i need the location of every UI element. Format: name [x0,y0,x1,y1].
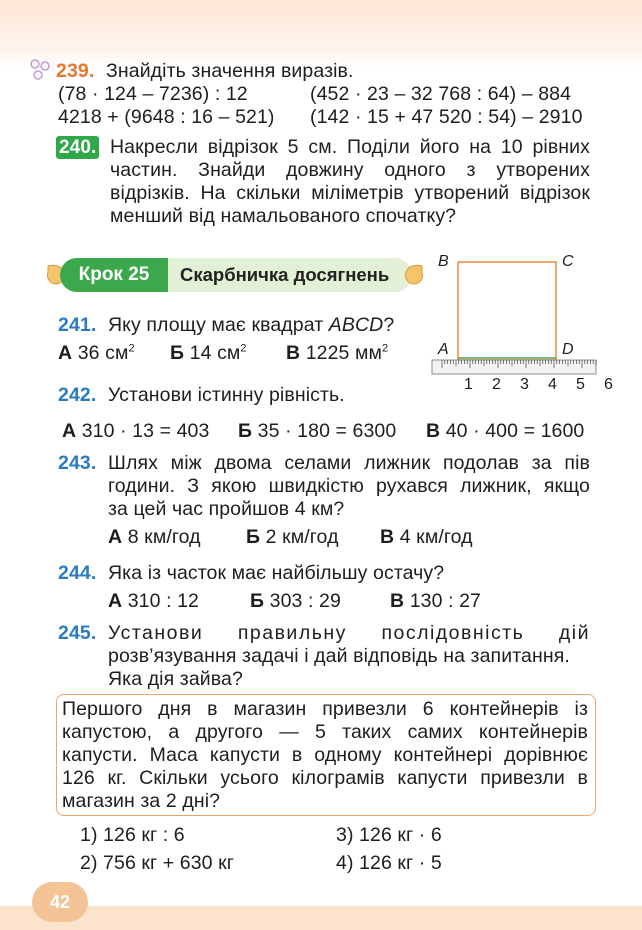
action-2: 2) 756 кг + 630 кг [80,852,234,874]
task-239-prompt: Знайдіть значення виразів. [106,60,354,82]
task-243-line-2: години. З якою швидкістю рухався лижник, якщо [108,475,590,497]
ruler-number: 5 [576,376,585,393]
task-242-question: Установи істинну рівність. [108,384,345,406]
step-label: Крок 25 [60,258,168,292]
task-244-option-a: А 310 : 12 [108,590,199,612]
square-diagram [430,250,600,400]
task-243-line-3: за цей час пройшов 4 км? [108,498,345,520]
task-243-option-a: А 8 км/год [108,526,201,548]
footer-decoration [0,906,642,930]
task-242-option-c: В 40 · 400 = 1600 [426,420,585,442]
group-work-icon [28,58,52,82]
task-239-number: 239. [56,60,95,82]
task-244-question: Яка із часток має найбільшу остачу? [108,562,445,584]
task-241-option-b: Б 14 $см^2$ [170,342,247,364]
task-240-line-2: частин. Знайди довжину одного з утворених [110,159,590,181]
action-4: 4) 126 кг · 5 [336,852,442,874]
task-240-line-1: Накресли відрізок 5 см. Поділи його на 10 рівних [110,136,590,158]
ruler-number: 3 [520,376,529,393]
task-243-option-b: Б 2 км/год [246,526,339,548]
task-243-option-c: В 4 км/год [380,526,473,548]
problem-line-2: капустою, а другого — 5 таких самих контейнерів [62,721,588,743]
ruler-number: 6 [604,376,613,393]
ruler [432,360,596,374]
task-239-expression-4: (142 · 15 + 47 520 : 54) – 2910 [310,106,583,128]
action-3: 3) 126 кг · 6 [336,824,442,846]
task-241-option-a: А 36 $см^2$ [58,342,135,364]
problem-line-3: капусти. Маса капусти в одному контейнері дорівнює [62,744,588,766]
vertex-c: C [562,253,574,270]
task-241-number: 241. [58,314,97,336]
task-244-option-b: Б 303 : 29 [250,590,341,612]
problem-line-5: магазин за 2 дні? [62,790,221,812]
ruler-number: 4 [548,376,557,393]
ruler-number: 2 [492,376,501,393]
hand-pointer-icon [402,262,426,288]
task-240-line-3: відрізків. На скільки міліметрів утворений відрізок [110,182,590,204]
task-242-number: 242. [58,384,97,406]
square-name: ABCD [328,314,384,336]
task-241-question-text: Яку площу має квадрат [108,314,329,336]
task-240-line-4: менший від намальованого спочатку? [110,205,457,227]
task-241-question [108,314,394,337]
problem-line-4: 126 кг. Скільки усього кілограмів капусти привезли в [62,767,588,789]
task-244-number: 244. [58,562,97,584]
task-245-line-1: Установи правильну послідовність дій [108,622,590,644]
task-241-option-c: В 1225 $мм^2$ [286,342,389,364]
task-239-expression-3: 4218 + (9648 : 16 – 521) [58,106,275,128]
ruler-number: 1 [464,376,473,393]
page-number: 42 [32,882,88,922]
question-mark: ? [383,314,395,336]
vertex-a: A [438,341,449,358]
task-239-expression-1: (78 · 124 – 7236) : 12 [58,83,248,105]
action-1: 1) 126 кг : 6 [80,824,185,846]
task-239-expression-2: (452 · 23 – 32 768 : 64) – 884 [310,83,572,105]
task-243-line-1: Шлях між двома селами лижник подолав за пів [108,452,590,474]
step-title: Скарбничка досягнень [180,264,390,285]
vertex-b: B [438,253,449,270]
task-240-number: 240. [56,136,99,159]
task-242-option-a: А 310 · 13 = 403 [62,420,210,442]
square-abcd [458,262,556,360]
task-243-number: 243. [58,452,97,474]
vertex-d: D [562,341,574,358]
task-245-line-3: Яка дія зайва? [108,668,243,690]
problem-line-1: Першого дня в магазин привезли 6 контейнерів із [62,698,588,720]
task-244-option-c: В 130 : 27 [390,590,481,612]
task-242-option-b: Б 35 · 180 = 6300 [238,420,397,442]
task-245-number: 245. [58,622,97,644]
task-245-line-2: розв’язування задачі і дай відповідь на запитання. [108,645,570,667]
